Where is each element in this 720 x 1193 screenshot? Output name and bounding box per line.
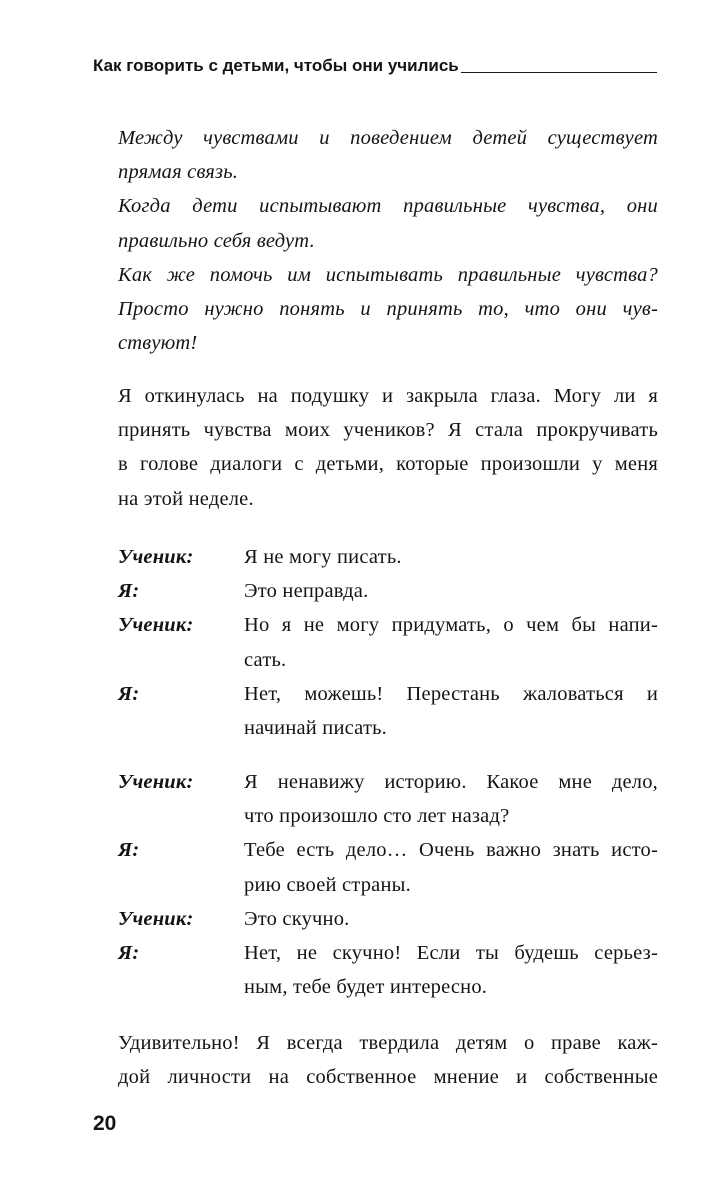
speech [244, 677, 658, 745]
speech [244, 833, 658, 901]
dialogue-turn [118, 540, 658, 574]
speech-line: Я не могу писать. [244, 546, 402, 568]
speech-line: Нет, можешь! Перестань жаловаться и [244, 682, 658, 705]
dialogue-turn [118, 902, 658, 936]
dialogue-writing [118, 540, 658, 745]
paragraph-line: дой личности на собственное мнение и собственные [118, 1066, 658, 1089]
speaker-label: Я: [118, 682, 140, 705]
speaker-label: Я: [118, 941, 140, 964]
speech-line: Нет, не скучно! Если ты будешь серьез- [244, 941, 658, 964]
speech-line: начинай писать. [244, 716, 387, 739]
epigraph [118, 121, 658, 360]
speech-line: Но я не могу придумать, о чем бы напи- [244, 614, 658, 637]
paragraph-line: Я откинулась на подушку и закрыла глаза. Могу ли я [118, 385, 658, 407]
speech [244, 902, 658, 936]
dialogue-turn [118, 677, 658, 745]
epigraph-line: правильно себя ведут. [118, 229, 315, 252]
speech-line: что произошло сто лет назад? [244, 805, 510, 828]
paragraph-line: в голове диалоги с детьми, которые произошли у меня [118, 453, 658, 476]
epigraph-line: Как же помочь им испытывать правильные чувства? [118, 263, 658, 286]
speech-line: сать. [244, 648, 287, 671]
speech-line: Это неправда. [244, 580, 369, 603]
page-number: 20 [93, 1112, 117, 1135]
speaker-label: Ученик: [118, 907, 194, 930]
paragraph-line: Удивительно! Я всегда твердила детям о праве каж- [118, 1032, 658, 1054]
speaker-label: Ученик: [118, 771, 194, 793]
speech [244, 608, 658, 676]
epigraph-line: Когда дети испытывают правильные чувства, они [118, 195, 658, 218]
running-head-rule [461, 72, 657, 73]
speaker-label: Ученик: [118, 614, 194, 637]
epigraph-line: Между чувствами и поведением детей существует [118, 127, 658, 149]
dialogue-turn [118, 833, 658, 901]
speech-line: Это скучно. [244, 907, 350, 930]
speaker-label: Я: [118, 580, 140, 603]
speech [244, 574, 658, 608]
paragraph-line: на этой неделе. [118, 487, 254, 510]
paragraph-conclusion [118, 1026, 658, 1094]
epigraph-line: прямая связь. [118, 161, 239, 184]
running-head-title: Как говорить с детьми, чтобы они учились [93, 56, 459, 75]
epigraph-line: ствуют! [118, 332, 198, 355]
speech [244, 936, 658, 1004]
speaker-label: Ученик: [118, 546, 194, 568]
speech-line: ным, тебе будет интересно. [244, 976, 488, 999]
speech-line: рию своей страны. [244, 873, 411, 896]
dialogue-turn [118, 608, 658, 676]
epigraph-line: Просто нужно понять и принять то, что они чув- [118, 297, 658, 320]
speech [244, 765, 658, 833]
dialogue-turn [118, 936, 658, 1004]
speech [244, 540, 658, 574]
paragraph-reflection [118, 379, 658, 516]
speaker-label: Я: [118, 839, 140, 862]
speech-line: Я ненавижу историю. Какое мне дело, [244, 771, 658, 793]
paragraph-line: принять чувства моих учеников? Я стала прокручивать [118, 419, 658, 442]
dialogue-turn [118, 765, 658, 833]
dialogue-turn [118, 574, 658, 608]
dialogue-history [118, 765, 658, 1004]
running-head [93, 56, 657, 76]
speech-line: Тебе есть дело… Очень важно знать исто- [244, 839, 658, 862]
